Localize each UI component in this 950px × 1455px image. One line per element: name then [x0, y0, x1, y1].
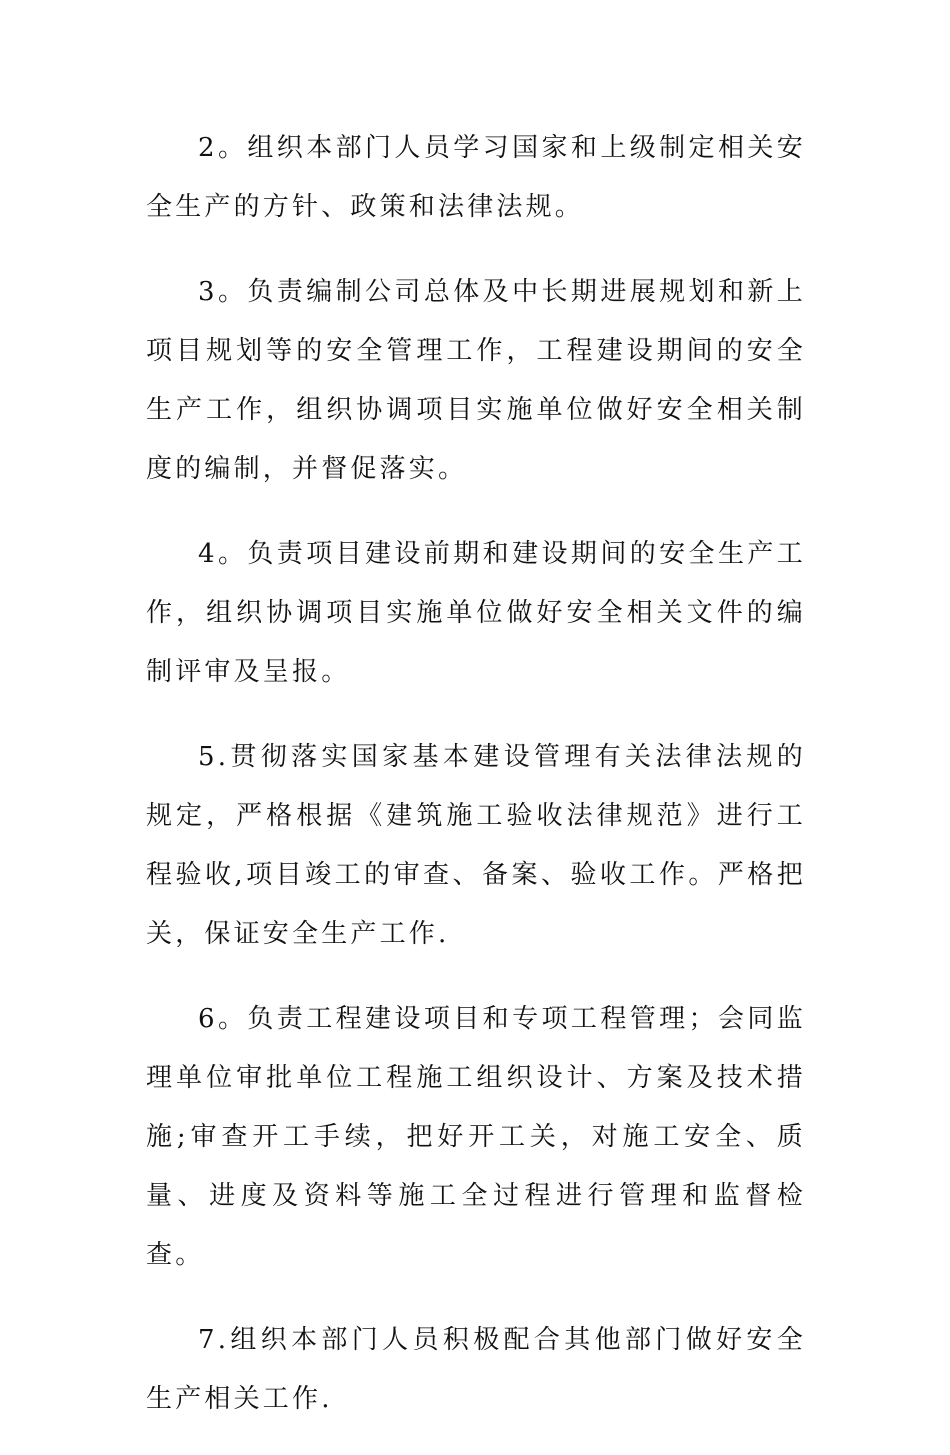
paragraph-item-4: 4。负责项目建设前期和建设期间的安全生产工作，组织协调项目实施单位做好安全相关文件的编制评审及呈报。: [146, 539, 806, 687]
paragraph-item-5: 5.贯彻落实国家基本建设管理有关法律法规的规定，严格根据《建筑施工验收法律规范》进行工程验收,项目竣工的审查、备案、验收工作。严格把关，保证安全生产工作.: [146, 742, 806, 949]
paragraph-item-6: 6。负责工程建设项目和专项工程管理；会同监理单位审批单位工程施工组织设计、方案及技术措施;审查开工手续，把好开工关，对施工安全、质量、进度及资料等施工全过程进行管理和监督检查。: [146, 1004, 806, 1270]
document-body: [146, 119, 806, 1455]
paragraph-item-2: 2。组织本部门人员学习国家和上级制定相关安全生产的方针、政策和法律法规。: [146, 133, 806, 222]
paragraph-item-3: 3。负责编制公司总体及中长期进展规划和新上项目规划等的安全管理工作，工程建设期间的安全生产工作，组织协调项目实施单位做好安全相关制度的编制，并督促落实。: [146, 277, 806, 484]
paragraph-item-7: 7.组织本部门人员积极配合其他部门做好安全生产相关工作.: [146, 1325, 806, 1414]
